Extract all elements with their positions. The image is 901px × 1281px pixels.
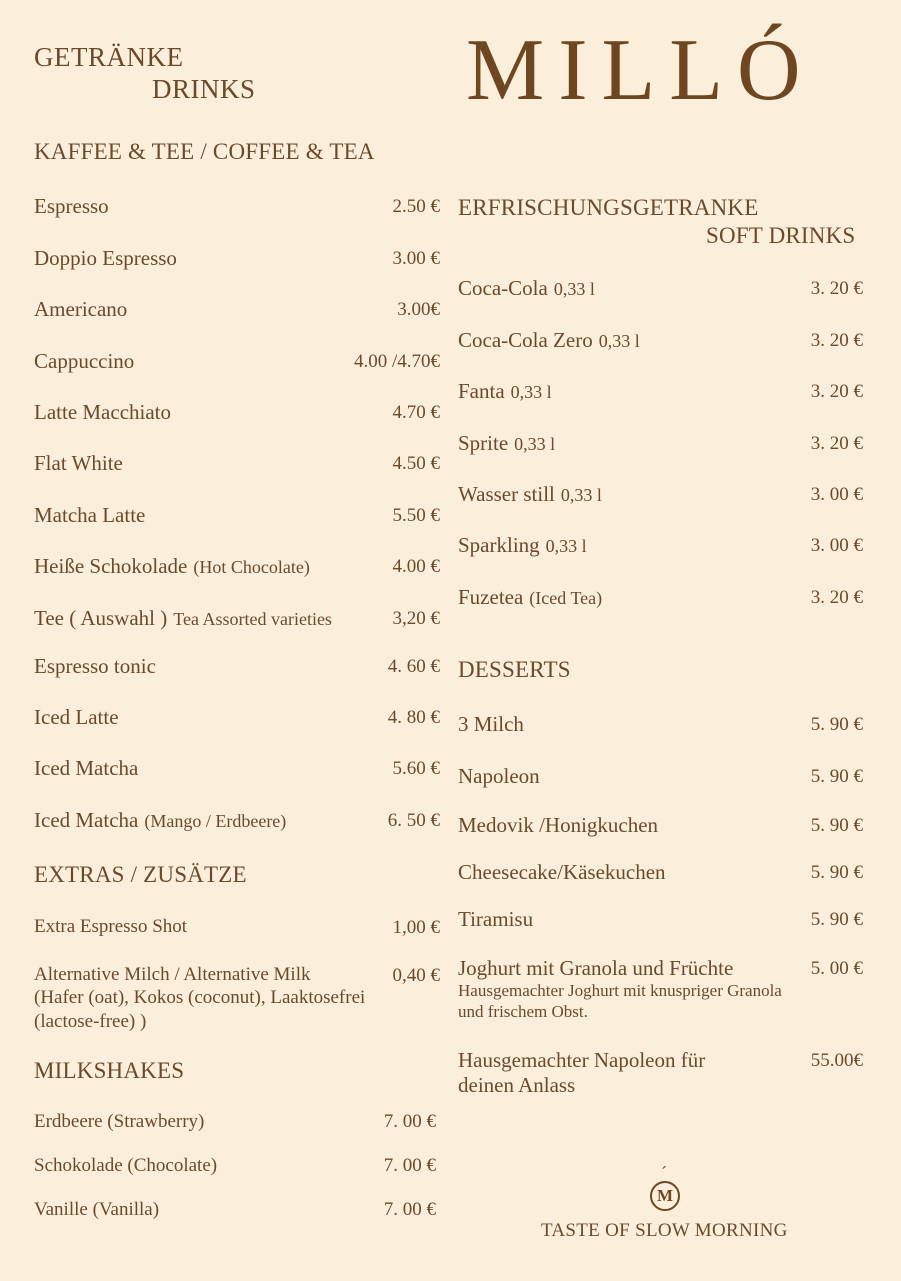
menu-item-name [458, 585, 602, 610]
menu-item-note: (Iced Tea) [529, 588, 603, 608]
section-heading-desserts: DESSERTS [458, 657, 571, 682]
menu-item-name [34, 400, 171, 425]
menu-item-name: Erdbeere (Strawberry) [34, 1111, 205, 1132]
menu-item-price: 55.00€ [810, 1050, 863, 1071]
brand-logo: MILLÓ [466, 22, 815, 119]
menu-item-price: 3. 20 € [810, 381, 863, 402]
menu-item-label: Coca-Cola [458, 276, 548, 300]
menu-item-label: Cappuccino [34, 349, 135, 373]
menu-item-price: 3. 20 € [810, 330, 863, 351]
menu-item-name [34, 554, 310, 579]
menu-item-price: 5. 90 € [810, 862, 863, 883]
menu-item-name: Extra Espresso Shot [34, 916, 188, 937]
menu-item-note: 0,33 l [514, 434, 556, 454]
menu-item-price: 0,40 € [392, 965, 440, 986]
menu-item-label: Iced Latte [34, 705, 119, 729]
menu-item-name [34, 297, 127, 322]
menu-item-name [34, 808, 286, 833]
menu-item-price: 5. 90 € [810, 714, 863, 735]
menu-item-description: Hausgemachter Joghurt mit knuspriger Granola [458, 981, 782, 1000]
menu-item-price: 4. 80 € [387, 707, 440, 728]
menu-item-label: Napoleon [458, 764, 540, 788]
menu-item-label: Flat White [34, 451, 123, 475]
menu-item-price: 3. 20 € [810, 587, 863, 608]
menu-item-name [458, 956, 733, 981]
menu-item-name [458, 813, 658, 838]
title-english: DRINKS [152, 74, 256, 104]
menu-item-price: 4.00 € [392, 556, 440, 577]
menu-item-note: (Hot Chocolate) [193, 557, 310, 577]
menu-item-label: Fanta [458, 379, 505, 403]
menu-item-price: 5. 90 € [810, 909, 863, 930]
menu-item-name [34, 705, 119, 730]
menu-item-price: 7. 00 € [383, 1111, 436, 1132]
menu-item-note: 0,33 l [553, 279, 595, 299]
menu-item-note: 0,33 l [545, 536, 587, 556]
menu-item-price: 4. 60 € [387, 656, 440, 677]
menu-item-label: 3 Milch [458, 712, 524, 736]
menu-item-name [458, 276, 595, 301]
menu-item-price: 3. 20 € [810, 278, 863, 299]
menu-item-label: Sparkling [458, 533, 540, 557]
tagline: TASTE OF SLOW MORNING [541, 1220, 788, 1241]
menu-item-name [458, 482, 602, 507]
menu-item-price: 3. 00 € [810, 484, 863, 505]
menu-item-name [458, 764, 540, 789]
menu-item-note: (Mango / Erdbeere) [144, 811, 287, 831]
menu-item-name [34, 451, 123, 476]
menu-item-price: 5.60 € [392, 758, 440, 779]
menu-item-label: Matcha Latte [34, 503, 146, 527]
menu-item-name [458, 712, 524, 737]
menu-item-name [34, 194, 109, 219]
menu-item-name: Alternative Milch / Alternative Milk [34, 964, 311, 985]
menu-item-price: 6. 50 € [387, 810, 440, 831]
menu-item-name: Vanille (Vanilla) [34, 1199, 160, 1220]
monogram-accent-icon: ´ [661, 1163, 667, 1183]
menu-item-name: Schokolade (Chocolate) [34, 1155, 218, 1176]
monogram-logo-icon: M [650, 1181, 680, 1211]
menu-item-price: 5. 90 € [810, 815, 863, 836]
menu-item-price: 3.00€ [397, 299, 440, 320]
menu-item-price: 5. 00 € [810, 958, 863, 979]
menu-item-price: 3.00 € [392, 248, 440, 269]
menu-item-price: 5.50 € [392, 505, 440, 526]
menu-item-label: Coca-Cola Zero [458, 328, 593, 352]
menu-item-label: Tee ( Auswahl ) [34, 606, 168, 630]
menu-item-description: und frischem Obst. [458, 1002, 588, 1021]
menu-item-label: Espresso [34, 194, 109, 218]
title-german: GETRÄNKE [34, 42, 184, 72]
menu-item-note: 0,33 l [598, 331, 640, 351]
section-heading-soft-drinks-de: ERFRISCHUNGSGETRANKE [458, 195, 759, 220]
menu-item-name [458, 431, 555, 456]
menu-item-label: Hausgemachter Napoleon für [458, 1048, 706, 1072]
menu-item-price: 4.70 € [392, 402, 440, 423]
menu-item-name [458, 533, 587, 558]
menu-item-label: Medovik /Honigkuchen [458, 813, 659, 837]
menu-item-price: 3,20 € [392, 608, 440, 629]
menu-item-label: Tiramisu [458, 907, 534, 931]
menu-item-price: 2.50 € [392, 196, 440, 217]
menu-item-label: Americano [34, 297, 128, 321]
menu-item-label: Joghurt mit Granola und Früchte [458, 956, 734, 980]
menu-item-label: Cheesecake/Käsekuchen [458, 860, 666, 884]
section-heading-soft-drinks-en: SOFT DRINKS [706, 223, 856, 248]
menu-item-name [34, 654, 156, 679]
menu-item-name [458, 1048, 705, 1073]
menu-item-price: 4.50 € [392, 453, 440, 474]
menu-item-note: 0,33 l [510, 382, 552, 402]
menu-item-label: Wasser still [458, 482, 555, 506]
menu-item-name [34, 246, 177, 271]
menu-item-label: Doppio Espresso [34, 246, 177, 270]
menu-item-price: 3. 00 € [810, 535, 863, 556]
menu-item-price: 5. 90 € [810, 766, 863, 787]
menu-item-name [34, 349, 134, 374]
menu-item-label: Iced Matcha [34, 808, 139, 832]
menu-item-label: Sprite [458, 431, 509, 455]
menu-item-note: Tea Assorted varieties [173, 609, 332, 629]
menu-item-label: Iced Matcha [34, 756, 139, 780]
menu-item-description: deinen Anlass [458, 1073, 576, 1097]
section-heading-extras: EXTRAS / ZUSÄTZE [34, 862, 247, 887]
menu-item-name [458, 328, 640, 353]
menu-item-label: Fuzetea [458, 585, 524, 609]
menu-item-price: 1,00 € [392, 917, 440, 938]
menu-item-price: 4.00 /4.70€ [353, 351, 440, 372]
menu-item-name [34, 606, 332, 631]
menu-item-name [458, 907, 533, 932]
menu-item-name [458, 379, 552, 404]
section-heading-milkshakes: MILKSHAKES [34, 1058, 185, 1083]
menu-item-label: Heiße Schokolade [34, 554, 188, 578]
menu-item-description: (lactose-free) ) [34, 1011, 147, 1032]
menu-item-name [34, 503, 145, 528]
menu-item-label: Espresso tonic [34, 654, 156, 678]
menu-item-price: 7. 00 € [383, 1199, 436, 1220]
menu-item-name [458, 860, 666, 885]
menu-item-price: 3. 20 € [810, 433, 863, 454]
section-heading-coffee: KAFFEE & TEE / COFFEE & TEA [34, 139, 375, 164]
menu-item-price: 7. 00 € [383, 1155, 436, 1176]
menu-item-note: 0,33 l [560, 485, 602, 505]
menu-item-label: Latte Macchiato [34, 400, 172, 424]
menu-item-description: (Hafer (oat), Kokos (coconut), Laaktosefrei [34, 987, 366, 1008]
menu-item-name [34, 756, 138, 781]
